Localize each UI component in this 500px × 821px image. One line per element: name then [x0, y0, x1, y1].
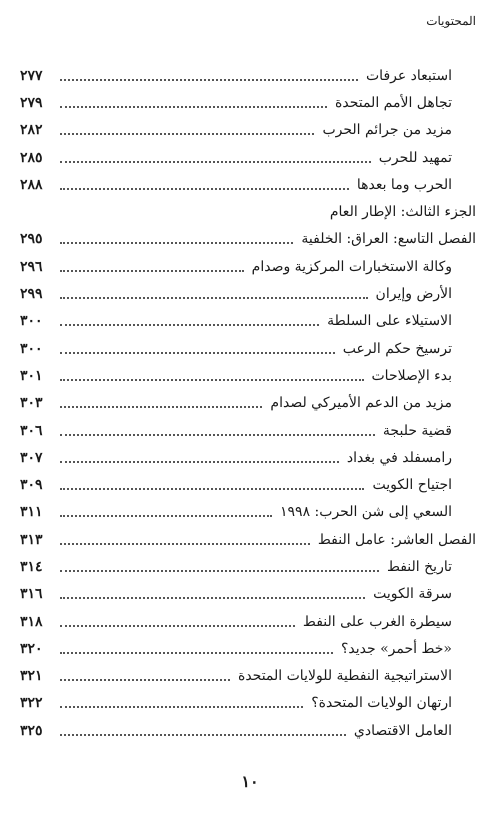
- dot-leader: [60, 352, 335, 354]
- dot-leader: [60, 270, 244, 272]
- toc-entry-title: سيطرة الغرب على النفط: [299, 615, 452, 629]
- toc-entry-page: ٢٨٨: [20, 176, 43, 193]
- toc-entry-page: ٣١١: [20, 504, 43, 521]
- toc-entry-title: «خط أحمر» جديد؟: [337, 642, 452, 656]
- dot-leader: [60, 297, 368, 299]
- dot-leader: [60, 652, 333, 654]
- toc-entry-page: ٢٩٥: [20, 231, 43, 248]
- toc-entry-title: مزيد من الدعم الأميركي لصدام: [266, 396, 452, 410]
- toc-entry: [20, 444, 476, 471]
- toc-entry-page: ٣٠٩: [20, 477, 43, 494]
- toc-entry: [20, 608, 476, 635]
- toc-entry: [20, 663, 476, 690]
- toc-entry-title: الأرض وإيران: [372, 287, 452, 301]
- toc-entry-title: الفصل العاشر: عامل النفط: [314, 533, 476, 547]
- toc-entry-page: ٣٢١: [20, 668, 43, 685]
- table-of-contents: [20, 62, 476, 744]
- toc-entry-page: ٢٨٥: [20, 149, 43, 166]
- toc-entry-title: ارتهان الولايات المتحدة؟: [307, 696, 452, 710]
- toc-entry-title: الحرب وما بعدها: [353, 178, 452, 192]
- toc-entry-page: ٣٠٠: [20, 313, 43, 330]
- dot-leader: [60, 679, 230, 681]
- toc-entry: [20, 581, 476, 608]
- toc-chapter-entry: [20, 226, 476, 253]
- toc-entry-title: وكالة الاستخبارات المركزية وصدام: [248, 260, 452, 274]
- dot-leader: [60, 434, 375, 436]
- toc-entry: [20, 335, 476, 362]
- dot-leader: [60, 133, 314, 135]
- toc-entry: [20, 417, 476, 444]
- dot-leader: [60, 734, 346, 736]
- toc-entry: [20, 553, 476, 580]
- toc-entry-page: ٣٠٦: [20, 422, 43, 439]
- toc-entry: [20, 362, 476, 389]
- toc-entry-title: تاريخ النفط: [383, 560, 452, 574]
- toc-entry-page: ٣١٣: [20, 531, 43, 548]
- toc-entry-title: قضية حلبجة: [379, 424, 452, 438]
- toc-entry-title: سرقة الكويت: [369, 587, 452, 601]
- dot-leader: [60, 461, 339, 463]
- dot-leader: [60, 543, 310, 545]
- toc-entry: [20, 635, 476, 662]
- dot-leader: [60, 515, 272, 517]
- toc-entry-title: الاستراتيجية النفطية للولايات المتحدة: [234, 669, 452, 683]
- toc-entry: [20, 717, 476, 744]
- dot-leader: [60, 79, 358, 81]
- toc-entry-page: ٢٨٢: [20, 122, 43, 139]
- dot-leader: [60, 324, 319, 326]
- toc-entry-title: تمهيد للحرب: [375, 151, 452, 165]
- toc-entry-page: ٣٠١: [20, 367, 43, 384]
- toc-entry-page: ٣١٨: [20, 613, 43, 630]
- toc-entry: [20, 144, 476, 171]
- dot-leader: [60, 570, 379, 572]
- toc-entry: [20, 171, 476, 198]
- dot-leader: [60, 188, 349, 190]
- toc-entry-page: ٢٩٦: [20, 258, 43, 275]
- toc-entry: [20, 390, 476, 417]
- toc-entry: [20, 471, 476, 498]
- toc-entry-page: ٢٩٩: [20, 286, 43, 303]
- toc-part-heading: [20, 198, 476, 225]
- dot-leader: [60, 379, 364, 381]
- dot-leader: [60, 597, 365, 599]
- toc-entry-page: ٣٠٧: [20, 449, 43, 466]
- toc-entry-title: الفصل التاسع: العراق: الخلفية: [297, 232, 476, 246]
- dot-leader: [60, 106, 327, 108]
- toc-chapter-entry: [20, 526, 476, 553]
- toc-entry: [20, 117, 476, 144]
- dot-leader: [60, 488, 364, 490]
- toc-entry-title: الاستيلاء على السلطة: [323, 314, 452, 328]
- toc-entry-page: ٣٠٠: [20, 340, 43, 357]
- toc-entry-title: رامسفلد في بغداد: [343, 451, 452, 465]
- dot-leader: [60, 706, 303, 708]
- dot-leader: [60, 161, 371, 163]
- dot-leader: [60, 625, 295, 627]
- toc-entry-page: ٣٢٢: [20, 695, 43, 712]
- dot-leader: [60, 406, 262, 408]
- toc-entry-page: ٣٢٥: [20, 722, 43, 739]
- toc-entry-page: ٣٠٣: [20, 395, 43, 412]
- toc-entry-title: اجتياح الكويت: [368, 478, 452, 492]
- toc-entry-page: ٢٧٧: [20, 67, 43, 84]
- toc-entry: [20, 89, 476, 116]
- toc-entry-page: ٢٧٩: [20, 94, 43, 111]
- toc-entry-title: العامل الاقتصادي: [350, 724, 452, 738]
- toc-entry-page: ٣٢٠: [20, 640, 43, 657]
- toc-entry-title: مزيد من جرائم الحرب: [318, 123, 452, 137]
- toc-entry: [20, 62, 476, 89]
- toc-entry: [20, 499, 476, 526]
- toc-entry-page: ٣١٦: [20, 586, 43, 603]
- page-number: ١٠: [241, 772, 259, 791]
- toc-entry-title: الجزء الثالث: الإطار العام: [326, 205, 476, 219]
- toc-entry-title: السعي إلى شن الحرب: ١٩٩٨: [276, 505, 452, 519]
- toc-entry: [20, 308, 476, 335]
- toc-entry-title: تجاهل الأمم المتحدة: [331, 96, 452, 110]
- toc-entry-title: ترسيخ حكم الرعب: [339, 342, 452, 356]
- toc-entry: [20, 253, 476, 280]
- toc-entry-page: ٣١٤: [20, 558, 43, 575]
- toc-entry-title: استبعاد عرفات: [362, 69, 452, 83]
- toc-entry: [20, 690, 476, 717]
- toc-entry: [20, 280, 476, 307]
- running-head: المحتويات: [426, 14, 476, 28]
- dot-leader: [60, 242, 293, 244]
- toc-entry-title: بدء الإصلاحات: [368, 369, 453, 383]
